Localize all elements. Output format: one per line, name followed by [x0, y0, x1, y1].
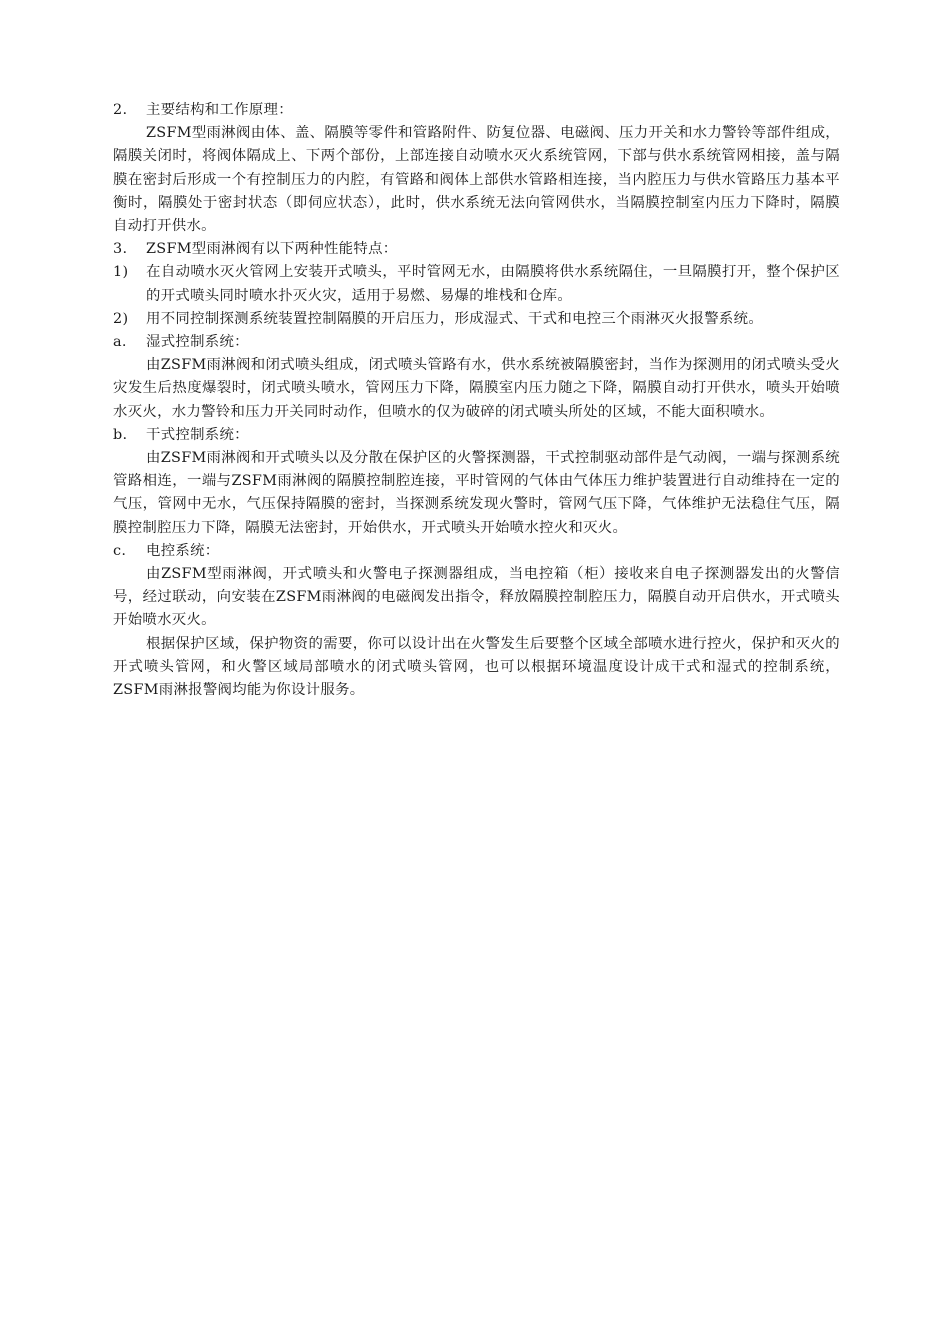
subsection-title: 电控系统： — [146, 542, 220, 559]
section-title: ZSFM型雨淋阀有以下两种性能特点： — [146, 241, 398, 258]
feature-item-2 — [113, 308, 840, 331]
feature-item-1 — [113, 261, 840, 307]
electric-system-paragraph: 由ZSFM型雨淋阀，开式喷头和火警电子探测器组成，当电控箱（柜）接收来自电子探测器发出的火警信号，经过联动，向安装在ZSFM雨淋阀的电磁阀发出指令，释放隔膜控制腔压力，隔膜自动开启供水，开式喷头开始喷水灭火。 — [113, 565, 840, 629]
item-number: 2) — [113, 310, 129, 327]
structure-paragraph: ZSFM型雨淋阀由体、盖、隔膜等零件和管路附件、防复位器、电磁阀、压力开关和水力警铃等部件组成，隔膜关闭时，将阀体隔成上、下两个部份，上部连接自动喷水灭火系统管网，下部与供水系统管网相接，盖与隔膜在密封后形成一个有控制压力的内腔，有管路和阀体上部供水管路相连接，当内腔压力与供水管路压力基本平衡时，隔膜处于密封状态（即伺应状态），此时，供水系统无法向管网供水，当隔膜控制室内压力下降时，隔膜自动打开供水。 — [113, 125, 840, 234]
item-number: 1) — [113, 264, 129, 281]
subsection-c-heading — [113, 540, 840, 563]
section-title: 主要结构和工作原理： — [146, 102, 293, 118]
dry-system-paragraph: 由ZSFM雨淋阀和开式喷头以及分散在保护区的火警探测器，干式控制驱动部件是气动阀，一端与探测系统管路相连，一端与ZSFM雨淋阀的隔膜控制腔连接，平时管网的气体由气体压力维护装置进行自动维持在一定的气压，管网中无水，气压保持隔膜的密封，当探测系统发现火警时，管网气压下降，气体维护无法稳住气压，隔膜控制腔压力下降，隔膜无法密封，开始供水，开式喷头开始喷水控火和灭火。 — [113, 449, 840, 536]
subsection-title: 湿式控制系统： — [146, 333, 249, 350]
subsection-letter: b. — [113, 426, 128, 443]
subsection-letter: a. — [113, 333, 127, 350]
section-number: 2. — [113, 102, 128, 118]
section-number: 3. — [113, 241, 128, 258]
subsection-b-heading — [113, 424, 840, 447]
closing-paragraph: 根据保护区域，保护物资的需要，你可以设计出在火警发生后要整个区域全部喷水进行控火，保护和灭火的开式喷头管网，和火警区域局部喷水的闭式喷头管网，也可以根据环境温度设计成干式和湿式的控制系统，ZSFM雨淋报警阀均能为你设计服务。 — [113, 635, 840, 698]
wet-system-paragraph: 由ZSFM雨淋阀和闭式喷头组成，闭式喷头管路有水，供水系统被隔膜密封，当作为探测用的闭式喷头受火灾发生后热度爆裂时，闭式喷头喷水，管网压力下降，隔膜室内压力随之下降，隔膜自动打开供水，喷头开始喷水灭火，水力警铃和压力开关同时动作，但喷水的仅为破碎的闭式喷头所处的区域，不能大面积喷水。 — [113, 357, 840, 420]
section-3-heading — [113, 238, 840, 261]
subsection-title: 干式控制系统： — [146, 426, 249, 443]
item-text: 用不同控制探测系统装置控制隔膜的开启压力，形成湿式、干式和电控三个雨淋灭火报警系统。 — [146, 310, 764, 327]
section-2-heading — [113, 99, 840, 122]
subsection-letter: c. — [113, 542, 127, 559]
document-page — [113, 99, 840, 702]
subsection-a-heading — [113, 331, 840, 354]
item-text: 在自动喷水灭火管网上安装开式喷头，平时管网无水，由隔膜将供水系统隔住，一旦隔膜打开，整个保护区的开式喷头同时喷水扑灭火灾，适用于易燃、易爆的堆栈和仓库。 — [146, 264, 840, 304]
